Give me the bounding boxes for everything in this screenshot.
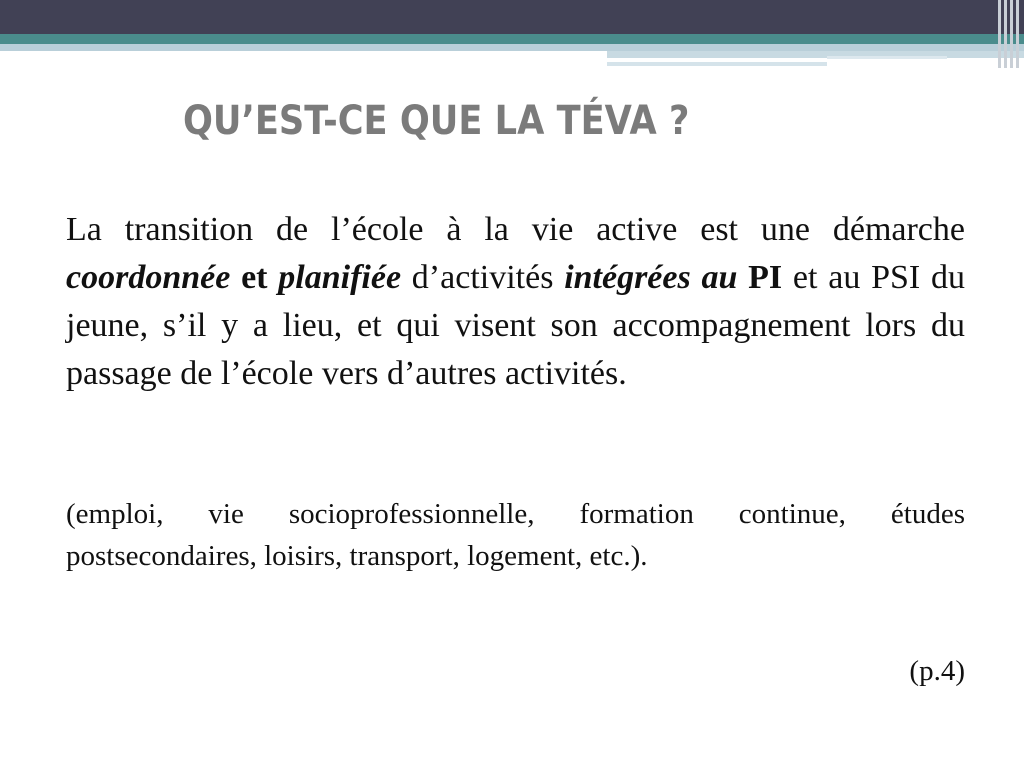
examples-note: (emploi, vie socioprofessionnelle, formation continue, études postsecondaires, loisirs, transport, logement, etc.).	[66, 498, 965, 572]
header-band-light-line	[827, 56, 947, 59]
bold-et: et	[230, 259, 279, 296]
main-paragraph	[66, 206, 965, 398]
page-reference: (p.4)	[909, 655, 965, 687]
paragraph-text-2: d’activités	[401, 259, 565, 296]
paragraph-text-3: et au PSI du jeune, s’il y a lieu, et qui visent son accompagnement lors du passage de l’école vers d’autres activités.	[66, 259, 965, 392]
header-band-light-secondary	[607, 51, 1024, 58]
header-stripes-decoration	[996, 0, 1024, 68]
paragraph-text-1: La transition de l’école à la vie active est une démarche	[66, 211, 965, 248]
header-band-light-tertiary	[607, 62, 827, 66]
emphasis-integrees: intégrées au	[564, 259, 738, 296]
bold-pi: PI	[737, 259, 783, 296]
slide-title: QU’EST-CE QUE LA TÉVA ?	[183, 98, 690, 144]
header-band-teal	[0, 34, 1024, 44]
emphasis-planifiee: planifiée	[278, 259, 402, 296]
header-band-light	[0, 44, 1024, 51]
emphasis-coordonnee: coordonnée	[66, 259, 231, 296]
header-band-dark	[0, 0, 1024, 34]
